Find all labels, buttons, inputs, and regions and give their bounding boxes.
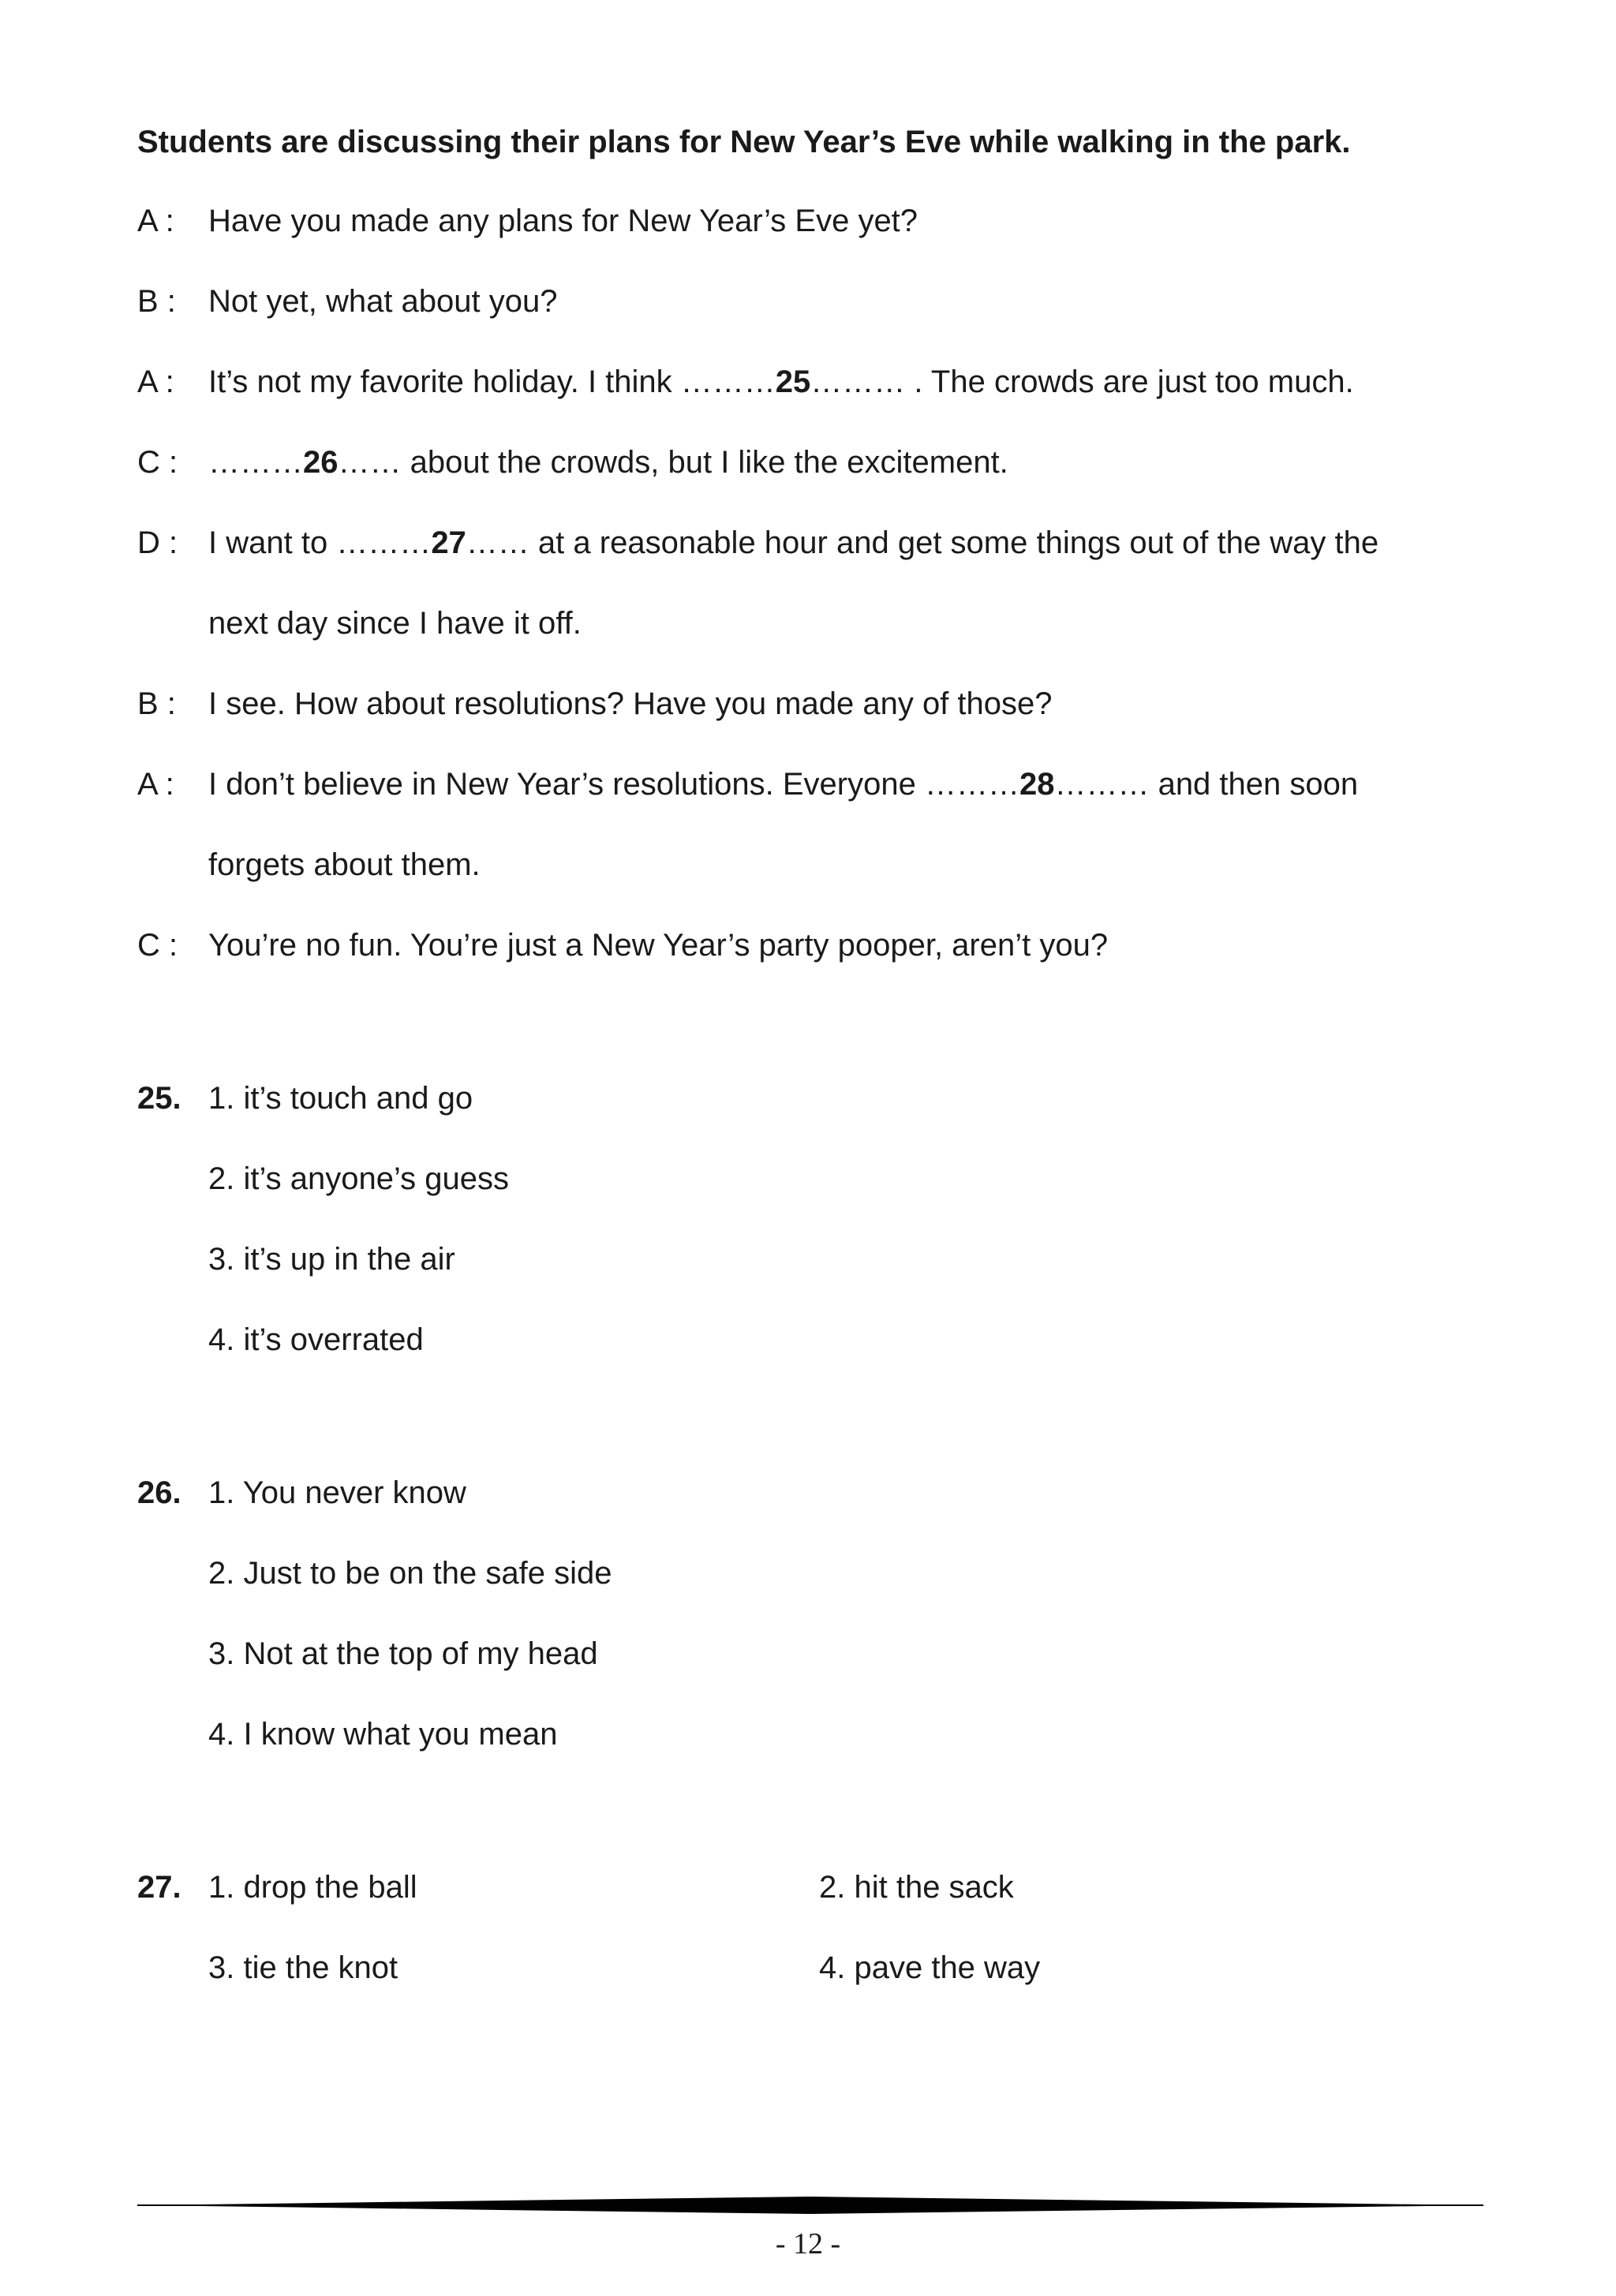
question-number: 26. xyxy=(137,1475,181,1510)
speaker-label: C : xyxy=(137,445,178,480)
page-number: - 12 - xyxy=(775,2227,841,2260)
line-text: It’s not my favorite holiday. I think ……… xyxy=(208,365,776,399)
answer-option[interactable]: 1. You never know xyxy=(208,1475,466,1510)
dialogue-continuation: forgets about them. xyxy=(208,847,481,882)
speaker-label: B : xyxy=(137,686,176,721)
answer-option[interactable]: 4. I know what you mean xyxy=(208,1717,558,1752)
answer-option[interactable]: 3. it’s up in the air xyxy=(208,1242,455,1277)
answer-option[interactable]: 3. tie the knot xyxy=(208,1950,398,1985)
dialogue-line xyxy=(208,765,1358,803)
dialogue-line xyxy=(208,443,1008,481)
answer-option[interactable]: 2. it’s anyone’s guess xyxy=(208,1161,509,1196)
answer-option[interactable]: 4. it’s overrated xyxy=(208,1322,424,1357)
line-text: ……… xyxy=(208,445,303,480)
question-number: 27. xyxy=(137,1870,181,1905)
line-text: …… at a reasonable hour and get some things out of the way the xyxy=(466,525,1379,560)
answer-option[interactable]: 1. it’s touch and go xyxy=(208,1081,473,1116)
dialogue-line: You’re no fun. You’re just a New Year’s party pooper, aren’t you? xyxy=(208,928,1109,963)
speaker-label: B : xyxy=(137,284,176,319)
answer-option[interactable]: 1. drop the ball xyxy=(208,1870,417,1905)
blank-number: 27 xyxy=(431,525,466,560)
dialogue-line xyxy=(208,524,1378,562)
footer-rule xyxy=(137,2193,1483,2217)
answer-option[interactable]: 2. hit the sack xyxy=(819,1870,1014,1905)
answer-option[interactable]: 3. Not at the top of my head xyxy=(208,1636,598,1671)
dialogue-continuation: next day since I have it off. xyxy=(208,606,582,641)
line-text: I don’t believe in New Year’s resolutions. Everyone ……… xyxy=(208,767,1019,802)
answer-option[interactable]: 4. pave the way xyxy=(819,1950,1041,1985)
line-text: I want to ……… xyxy=(208,525,432,560)
speaker-label: C : xyxy=(137,928,178,963)
speaker-label: A : xyxy=(137,365,174,399)
line-text: …… about the crowds, but I like the excitement. xyxy=(338,445,1008,480)
dialogue-line: Not yet, what about you? xyxy=(208,284,558,319)
line-text: ……… . The crowds are just too much. xyxy=(810,365,1354,399)
dialogue-line xyxy=(208,363,1354,401)
blank-number: 26 xyxy=(303,445,339,480)
dialogue-line: Have you made any plans for New Year’s Eve yet? xyxy=(208,204,918,238)
question-number: 25. xyxy=(137,1081,181,1116)
dialogue-line: I see. How about resolutions? Have you made any of those? xyxy=(208,686,1053,721)
speaker-label: D : xyxy=(137,525,178,560)
blank-number: 28 xyxy=(1019,767,1055,802)
speaker-label: A : xyxy=(137,204,174,238)
line-text: ……… and then soon xyxy=(1054,767,1359,802)
answer-option[interactable]: 2. Just to be on the safe side xyxy=(208,1556,612,1591)
blank-number: 25 xyxy=(775,365,811,399)
passage-intro: Students are discussing their plans for New Year’s Eve while walking in the park. xyxy=(137,125,1351,159)
speaker-label: A : xyxy=(137,767,174,802)
